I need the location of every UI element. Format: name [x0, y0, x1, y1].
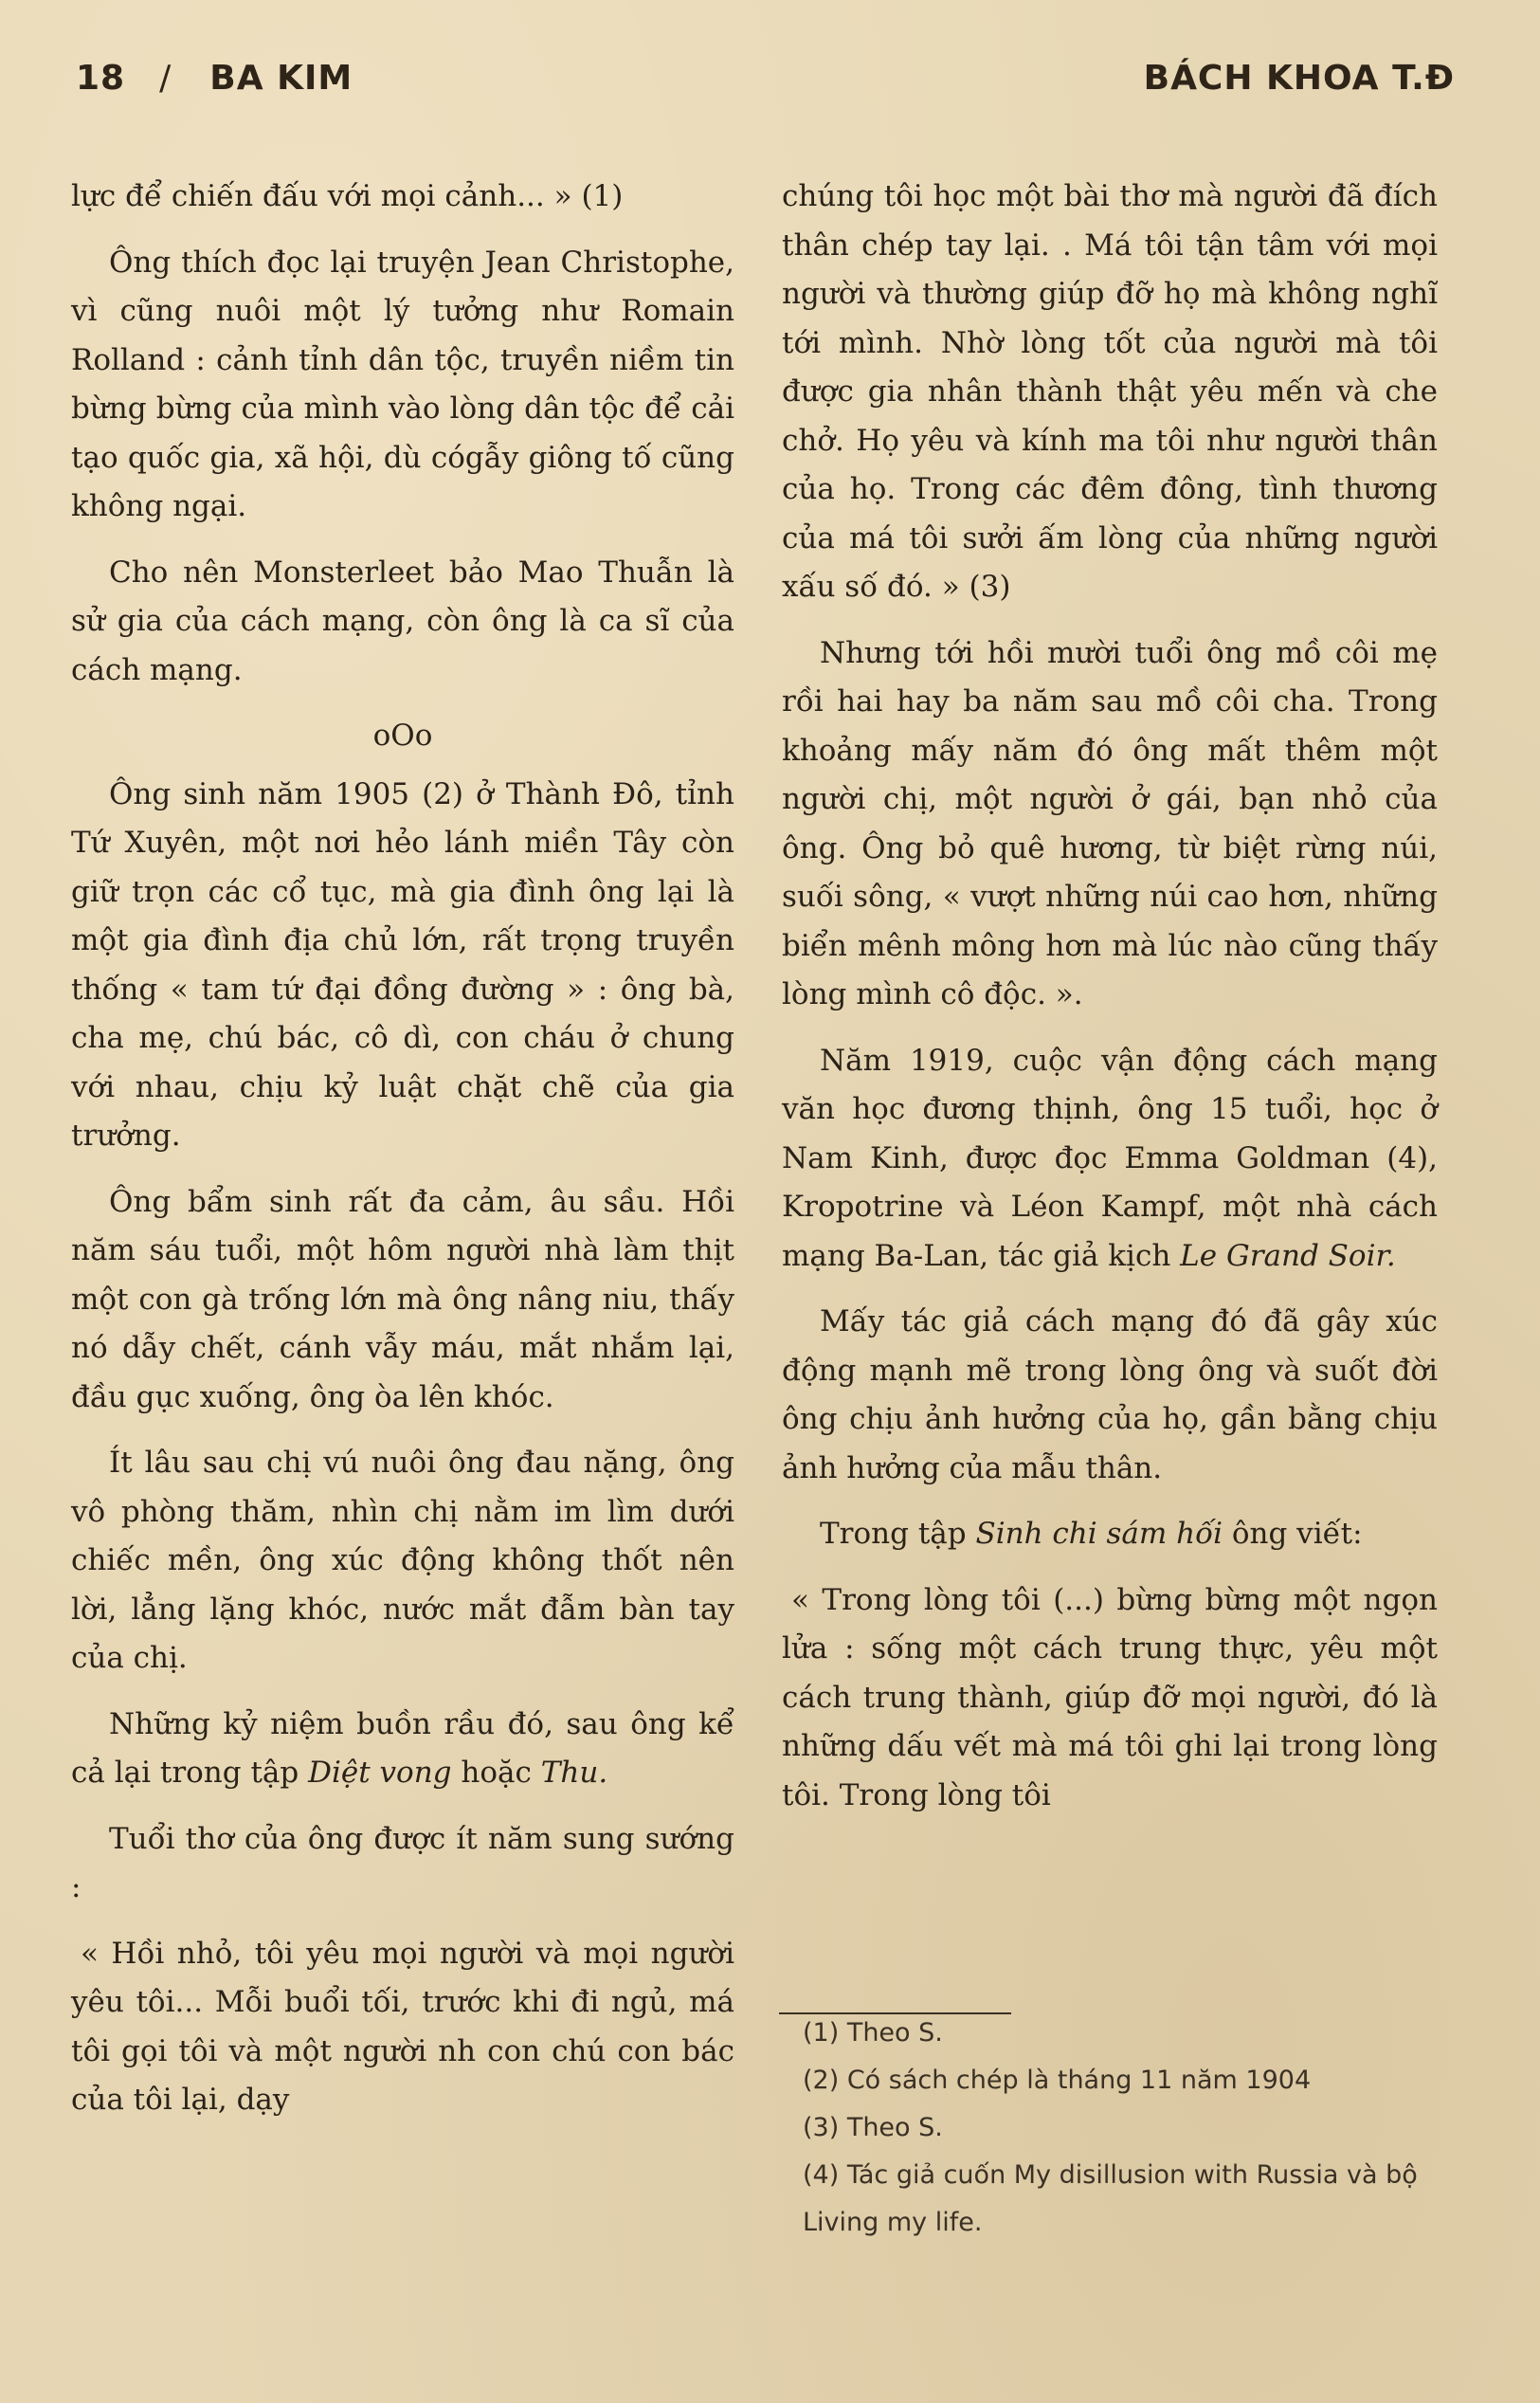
- page-header: [76, 59, 1455, 116]
- publication-name: BÁCH KHOA T.Đ: [1143, 59, 1455, 98]
- play-title: Le Grand Soir.: [1180, 1238, 1396, 1273]
- left-column: [71, 173, 734, 2142]
- paragraph: [782, 1037, 1438, 1282]
- text-run: Năm 1919, cuộc vận động cách mạng văn học đương thịnh, ông 15 tuổi, học ở Nam Kinh, được đọc Emma Goldman (4), Kropotrine và Léon Kampf, một nhà cách mạng Ba-Lan, tác giả kịch: [782, 1043, 1438, 1273]
- paragraph: Nhưng tới hồi mười tuổi ông mồ côi mẹ rồi hai hay ba năm sau mồ côi cha. Trong khoảng mấy năm đó ông mất thêm một người chị, một người ở gái, bạn nhỏ của ông. Ông bỏ quê hương, từ biệt rừng núi, suối sông, « vượt những núi cao hơn, những biển mênh mông hơn mà lúc nào cũng thấy lòng mình cô độc. ».: [782, 635, 1438, 1011]
- paragraph: chúng tôi học một bài thơ mà người đã đích thân chép tay lại. . Má tôi tận tâm với mọi người và thường giúp đỡ họ mà không nghĩ tới mình. Nhờ lòng tốt của người mà tôi được gia nhân thành thật yêu mến và che chở. Họ yêu và kính ma tôi như người thân của họ. Trong các đêm đông, tình thương của má tôi sưởi ấm lòng của những người xấu số đó. » (3): [782, 179, 1438, 604]
- quote-paragraph: « Trong lòng tôi (...) bừng bừng một ngọn lửa : sống một cách trung thực, yêu một cách trung thành, giúp đỡ mọi người, đó là những dấu vết mà má tôi ghi lại trong lòng tôi. Trong lòng tôi: [782, 1582, 1438, 1812]
- footnote: (3) Theo S.: [803, 2113, 943, 2142]
- footnotes: [779, 2010, 1442, 2247]
- right-column: [782, 173, 1438, 1837]
- paragraph: [71, 1701, 734, 1798]
- paragraph: [782, 1510, 1438, 1559]
- paragraph: Cho nên Monsterleet bảo Mao Thuẫn là sử gia của cách mạng, còn ông là ca sĩ của cách mạng.: [71, 555, 734, 687]
- paragraph: Mấy tác giả cách mạng đó đã gây xúc động mạnh mẽ trong lòng ông và suốt đời ông chịu ảnh hưởng của họ, gần bằng chịu ảnh hưởng của mẫu thân.: [782, 1304, 1438, 1485]
- paragraph: Ông bẩm sinh rất đa cảm, âu sầu. Hồi năm sáu tuổi, một hôm người nhà làm thịt một con gà trống lớn mà ông nâng niu, thấy nó dẫy chết, cánh vẫy máu, mắt nhắm lại, đầu gục xuống, ông òa lên khóc.: [71, 1184, 734, 1414]
- footnote: (4) Tác giả cuốn My disillusion with Russia và bộ Living my life.: [803, 2160, 1418, 2237]
- text-run: ông viết:: [1223, 1517, 1363, 1551]
- text-run: Trong tập: [820, 1517, 976, 1551]
- paragraph: lực để chiến đấu với mọi cảnh... » (1): [71, 179, 624, 213]
- text-run: hoặc: [451, 1756, 541, 1790]
- text-run: Những kỷ niệm buồn rầu đó, sau ông kể cả lại trong tập: [71, 1706, 734, 1790]
- book-title: Sinh chi sám hối: [975, 1517, 1223, 1551]
- book-title: Thu.: [540, 1756, 608, 1790]
- section-divider: oOo: [372, 719, 433, 753]
- footnote: (2) Có sách chép là tháng 11 năm 1904: [803, 2066, 1312, 2095]
- quote-paragraph: « Hồi nhỏ, tôi yêu mọi người và mọi người yêu tôi... Mỗi buổi tối, trước khi đi ngủ, má tôi gọi tôi và một người nh con chú con bác của tôi lại, dạy: [71, 1936, 734, 2117]
- paragraph: Tuổi thơ của ông được ít năm sung sướng :: [71, 1821, 734, 1904]
- header-separator: /: [159, 59, 172, 98]
- book-title: Diệt vong: [308, 1756, 452, 1790]
- paragraph: Ít lâu sau chị vú nuôi ông đau nặng, ông vô phòng thăm, nhìn chị nằm im lìm dưới chiếc mền, ông xúc động không thốt nên lời, lẳng lặng khóc, nước mắt đẫm bàn tay của chị.: [71, 1446, 734, 1675]
- author-name: BA KIM: [209, 59, 353, 98]
- paragraph: Ông thích đọc lại truyện Jean Christophe, vì cũng nuôi một lý tưởng như Romain Rolland : cảnh tỉnh dân tộc, truyền niềm tin bừng bừng của mình vào lòng dân tộc để cải tạo quốc gia, xã hội, dù cógẫy giông tố cũng không ngại.: [71, 245, 734, 523]
- header-left: [76, 59, 353, 98]
- paragraph: Ông sinh năm 1905 (2) ở Thành Đô, tỉnh Tứ Xuyên, một nơi hẻo lánh miền Tây còn giữ trọn các cổ tục, mà gia đình ông lại là một gia đình địa chủ lớn, rất trọng truyền thống « tam tứ đại đồng đường » : ông bà, cha mẹ, chú bác, cô dì, con cháu ở chung với nhau, chịu kỷ luật chặt chẽ của gia trưởng.: [71, 776, 734, 1153]
- footnote: (1) Theo S.: [803, 2018, 943, 2048]
- page-number: 18: [76, 59, 126, 98]
